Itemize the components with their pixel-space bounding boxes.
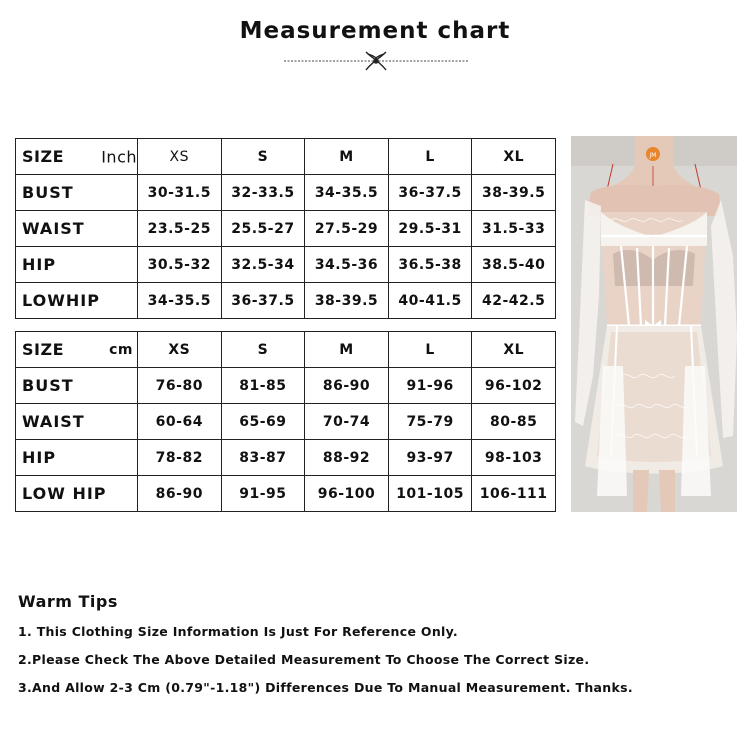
row-label: BUST bbox=[16, 368, 138, 404]
warm-tips-title: Warm Tips bbox=[18, 592, 118, 611]
table-cell: 83-87 bbox=[221, 440, 305, 476]
size-header: S bbox=[221, 139, 305, 175]
table-cell: 88-92 bbox=[305, 440, 389, 476]
size-header: S bbox=[221, 332, 305, 368]
table-cell: 80-85 bbox=[472, 404, 556, 440]
row-label: LOW HIP bbox=[16, 476, 138, 512]
row-label: WAIST bbox=[16, 404, 138, 440]
product-photo bbox=[571, 136, 737, 512]
table-cell: 30-31.5 bbox=[138, 175, 222, 211]
decorative-divider bbox=[284, 48, 468, 72]
table-cell: 91-95 bbox=[221, 476, 305, 512]
table-row bbox=[16, 476, 556, 512]
table-cell: 96-102 bbox=[472, 368, 556, 404]
table-cell: 36.5-38 bbox=[388, 247, 472, 283]
table-row bbox=[16, 440, 556, 476]
table-cell: 29.5-31 bbox=[388, 211, 472, 247]
size-header: XL bbox=[472, 139, 556, 175]
size-header: XS bbox=[138, 332, 222, 368]
table-corner-cell bbox=[16, 332, 138, 368]
row-label: HIP bbox=[16, 247, 138, 283]
tip-item: 1. This Clothing Size Information Is Just For Reference Only. bbox=[18, 624, 458, 639]
table-cell: 42-42.5 bbox=[472, 283, 556, 319]
table-cell: 78-82 bbox=[138, 440, 222, 476]
row-label: WAIST bbox=[16, 211, 138, 247]
unit-label: cm bbox=[109, 341, 133, 358]
tip-item: 2.Please Check The Above Detailed Measurement To Choose The Correct Size. bbox=[18, 652, 590, 667]
table-cell: 106-111 bbox=[472, 476, 556, 512]
table-cell: 27.5-29 bbox=[305, 211, 389, 247]
unit-label: Inch bbox=[101, 147, 137, 166]
table-row bbox=[16, 404, 556, 440]
table-header-row bbox=[16, 332, 556, 368]
table-header-row bbox=[16, 139, 556, 175]
table-cell: 32.5-34 bbox=[221, 247, 305, 283]
size-header: L bbox=[388, 139, 472, 175]
row-label: LOWHIP bbox=[16, 283, 138, 319]
table-cell: 76-80 bbox=[138, 368, 222, 404]
table-row bbox=[16, 211, 556, 247]
table-cell: 81-85 bbox=[221, 368, 305, 404]
mannequin-badge: JM bbox=[649, 152, 657, 159]
table-cell: 96-100 bbox=[305, 476, 389, 512]
corner-label: SIZE bbox=[22, 147, 65, 166]
table-cell: 86-90 bbox=[305, 368, 389, 404]
table-cell: 38-39.5 bbox=[305, 283, 389, 319]
table-cell: 93-97 bbox=[388, 440, 472, 476]
size-header: L bbox=[388, 332, 472, 368]
table-cell: 34.5-36 bbox=[305, 247, 389, 283]
table-cell: 70-74 bbox=[305, 404, 389, 440]
table-cell: 65-69 bbox=[221, 404, 305, 440]
table-row bbox=[16, 175, 556, 211]
table-cell: 23.5-25 bbox=[138, 211, 222, 247]
table-cell: 98-103 bbox=[472, 440, 556, 476]
table-row bbox=[16, 247, 556, 283]
table-cell: 25.5-27 bbox=[221, 211, 305, 247]
table-cell: 31.5-33 bbox=[472, 211, 556, 247]
row-label: BUST bbox=[16, 175, 138, 211]
table-cell: 34-35.5 bbox=[138, 283, 222, 319]
page-title: Measurement chart bbox=[239, 18, 511, 44]
table-cell: 36-37.5 bbox=[221, 283, 305, 319]
size-header: XS bbox=[138, 139, 222, 175]
table-cell: 86-90 bbox=[138, 476, 222, 512]
table-cell: 91-96 bbox=[388, 368, 472, 404]
table-cell: 30.5-32 bbox=[138, 247, 222, 283]
table-cell: 60-64 bbox=[138, 404, 222, 440]
corner-label: SIZE bbox=[22, 340, 65, 359]
table-cell: 36-37.5 bbox=[388, 175, 472, 211]
tip-item: 3.And Allow 2-3 Cm (0.79"-1.18") Differences Due To Manual Measurement. Thanks. bbox=[18, 680, 633, 695]
table-corner-cell bbox=[16, 139, 138, 175]
table-cell: 32-33.5 bbox=[221, 175, 305, 211]
cm-size-table bbox=[15, 331, 556, 512]
table-row bbox=[16, 283, 556, 319]
table-cell: 34-35.5 bbox=[305, 175, 389, 211]
table-cell: 38.5-40 bbox=[472, 247, 556, 283]
size-header: XL bbox=[472, 332, 556, 368]
table-cell: 101-105 bbox=[388, 476, 472, 512]
warm-tips-section bbox=[18, 592, 633, 707]
table-cell: 38-39.5 bbox=[472, 175, 556, 211]
table-cell: 75-79 bbox=[388, 404, 472, 440]
table-row bbox=[16, 368, 556, 404]
row-label: HIP bbox=[16, 440, 138, 476]
inch-size-table bbox=[15, 138, 556, 319]
size-header: M bbox=[305, 139, 389, 175]
table-cell: 40-41.5 bbox=[388, 283, 472, 319]
size-header: M bbox=[305, 332, 389, 368]
